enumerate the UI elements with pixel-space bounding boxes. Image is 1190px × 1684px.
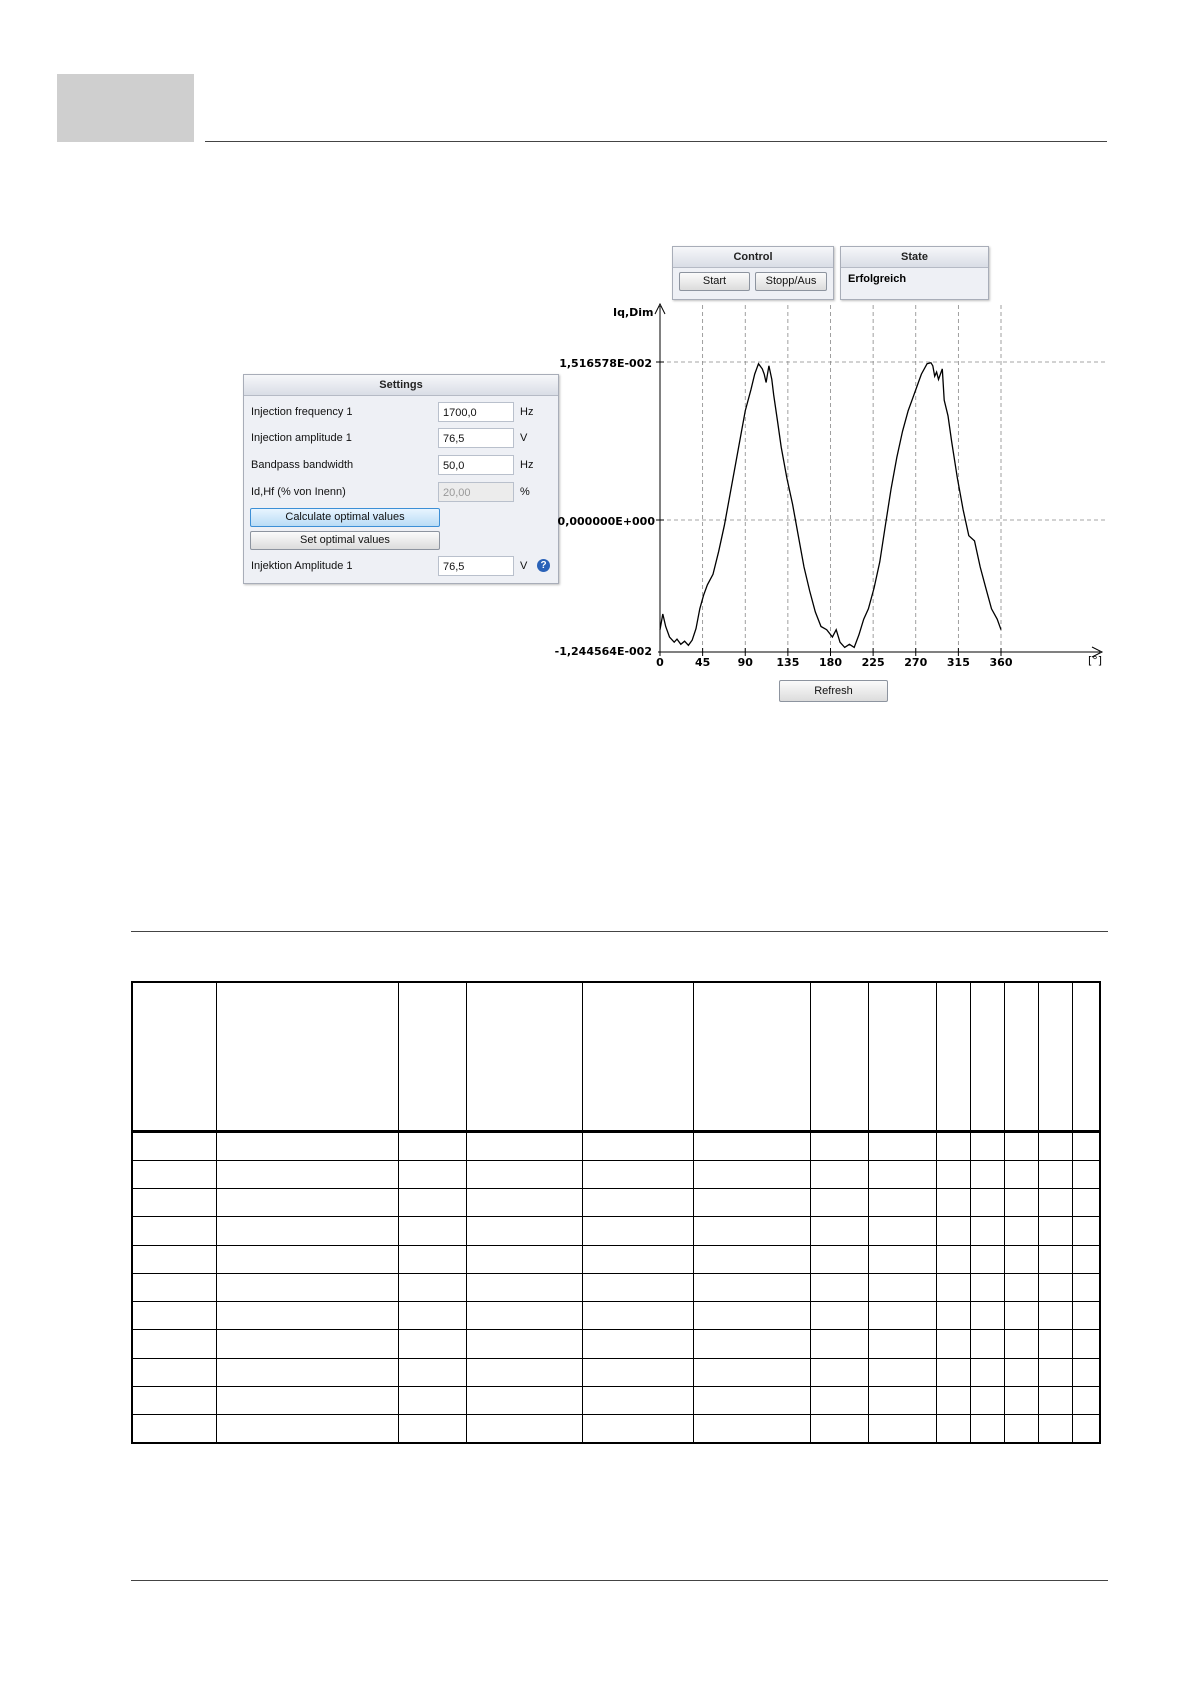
set-optimal-values-button[interactable]: Set optimal values	[250, 531, 440, 550]
table-cell	[868, 1217, 936, 1245]
table-cell	[810, 1415, 868, 1443]
table-cell	[810, 1386, 868, 1414]
table-cell	[1004, 1245, 1038, 1273]
id-hf-unit: %	[520, 486, 530, 498]
table-row	[132, 1386, 1100, 1414]
table-cell	[868, 982, 936, 1132]
injection-frequency-label: Injection frequency 1	[251, 406, 353, 418]
table-cell	[810, 1273, 868, 1301]
table-row	[132, 1132, 1100, 1160]
table-row	[132, 1415, 1100, 1443]
x-tick-label: 225	[861, 656, 885, 669]
table-cell	[1072, 1245, 1100, 1273]
table-cell	[1004, 1188, 1038, 1216]
table-cell	[868, 1330, 936, 1358]
table-cell	[936, 1245, 970, 1273]
table-cell	[1004, 1132, 1038, 1160]
table-cell	[1038, 1217, 1072, 1245]
table-cell	[970, 1330, 1004, 1358]
table-cell	[466, 1273, 582, 1301]
table-cell	[810, 1188, 868, 1216]
table-cell	[582, 1358, 693, 1386]
injektion-amplitude-input[interactable]: 76,5	[438, 556, 514, 576]
table-cell	[1004, 982, 1038, 1132]
table-cell	[936, 1358, 970, 1386]
table-cell	[693, 1273, 810, 1301]
table-cell	[693, 1330, 810, 1358]
x-tick-label: 0	[656, 656, 664, 669]
table-cell	[398, 1302, 466, 1330]
table-cell	[1072, 1415, 1100, 1443]
table-cell	[868, 1386, 936, 1414]
table-cell	[970, 982, 1004, 1132]
table-cell	[970, 1386, 1004, 1414]
table-cell	[1038, 982, 1072, 1132]
table-cell	[466, 1415, 582, 1443]
table-cell	[936, 982, 970, 1132]
table-cell	[936, 1160, 970, 1188]
table-cell	[582, 1188, 693, 1216]
injektion-amplitude-unit: V	[520, 560, 528, 572]
table-cell	[466, 1302, 582, 1330]
table-cell	[1072, 1358, 1100, 1386]
table-cell	[466, 1217, 582, 1245]
table-cell	[1072, 1188, 1100, 1216]
table-cell	[970, 1358, 1004, 1386]
table-cell	[693, 1188, 810, 1216]
table-cell	[398, 1358, 466, 1386]
table-cell	[693, 1245, 810, 1273]
table-cell	[582, 1302, 693, 1330]
table-cell	[970, 1160, 1004, 1188]
table-cell	[1038, 1132, 1072, 1160]
table-row	[132, 1273, 1100, 1301]
table-cell	[132, 1160, 216, 1188]
table-cell	[132, 1245, 216, 1273]
table-cell	[216, 982, 398, 1132]
table-row	[132, 1160, 1100, 1188]
table-cell	[693, 1217, 810, 1245]
table-cell	[216, 1273, 398, 1301]
table-cell	[1072, 1217, 1100, 1245]
table-cell	[1004, 1415, 1038, 1443]
table-cell	[132, 1273, 216, 1301]
x-axis-label: [°]	[1088, 654, 1103, 667]
table-cell	[1038, 1245, 1072, 1273]
control-title: Control	[673, 247, 833, 268]
table-cell	[970, 1302, 1004, 1330]
empty-data-table	[131, 981, 1101, 1444]
table-cell	[132, 1188, 216, 1216]
stop-button[interactable]: Stopp/Aus	[755, 272, 827, 291]
table-cell	[582, 1245, 693, 1273]
table-cell	[1072, 1302, 1100, 1330]
table-cell	[1038, 1386, 1072, 1414]
x-tick-label: 180	[819, 656, 842, 669]
x-tick-label: 360	[989, 656, 1013, 669]
chart-grid	[660, 305, 1105, 652]
table-cell	[398, 982, 466, 1132]
table-header-row	[132, 982, 1100, 1132]
table-cell	[216, 1132, 398, 1160]
table-cell	[868, 1245, 936, 1273]
table-cell	[970, 1217, 1004, 1245]
table-cell	[132, 1132, 216, 1160]
table-cell	[216, 1415, 398, 1443]
table-cell	[398, 1217, 466, 1245]
table-cell	[216, 1160, 398, 1188]
table-cell	[582, 1132, 693, 1160]
table-cell	[582, 1273, 693, 1301]
table-cell	[868, 1358, 936, 1386]
x-tick-label: 270	[904, 656, 928, 669]
table-cell	[398, 1330, 466, 1358]
table-cell	[132, 1358, 216, 1386]
table-cell	[466, 982, 582, 1132]
x-tick-label: 315	[946, 656, 970, 669]
table-cell	[1072, 982, 1100, 1132]
table-cell	[1072, 1386, 1100, 1414]
table-cell	[582, 1386, 693, 1414]
table-cell	[810, 1217, 868, 1245]
injection-amplitude-input[interactable]: 76,5	[438, 428, 514, 448]
injection-frequency-input[interactable]: 1700,0	[438, 402, 514, 422]
table-cell	[868, 1132, 936, 1160]
table-cell	[132, 1386, 216, 1414]
table-cell	[810, 1358, 868, 1386]
table-cell	[1004, 1217, 1038, 1245]
table-cell	[216, 1330, 398, 1358]
table-cell	[1038, 1415, 1072, 1443]
section-rule	[131, 931, 1108, 932]
table-cell	[693, 1358, 810, 1386]
table-cell	[582, 1415, 693, 1443]
table-row	[132, 1330, 1100, 1358]
table-cell	[216, 1217, 398, 1245]
table-cell	[868, 1160, 936, 1188]
table-cell	[1038, 1273, 1072, 1301]
x-tick-label: 90	[737, 656, 753, 669]
table-cell	[132, 1330, 216, 1358]
y-axis-label: Iq,Dim	[613, 306, 654, 319]
table-row	[132, 1358, 1100, 1386]
table-cell	[1038, 1358, 1072, 1386]
table-cell	[1004, 1160, 1038, 1188]
table-cell	[868, 1188, 936, 1216]
iq-chart	[0, 0, 1190, 720]
table-cell	[1072, 1273, 1100, 1301]
table-cell	[868, 1273, 936, 1301]
table-cell	[970, 1415, 1004, 1443]
table-cell	[1072, 1132, 1100, 1160]
start-button[interactable]: Start	[679, 272, 750, 291]
table-cell	[216, 1188, 398, 1216]
table-cell	[936, 1273, 970, 1301]
table-row	[132, 1188, 1100, 1216]
table-cell	[582, 982, 693, 1132]
table-cell	[810, 1302, 868, 1330]
state-value: Erfolgreich	[848, 273, 907, 285]
table-cell	[466, 1160, 582, 1188]
table-cell	[1038, 1302, 1072, 1330]
table-cell	[466, 1245, 582, 1273]
table-cell	[936, 1415, 970, 1443]
table-cell	[582, 1160, 693, 1188]
table-cell	[216, 1245, 398, 1273]
x-tick-label: 45	[694, 656, 711, 669]
table-cell	[398, 1273, 466, 1301]
table-cell	[1004, 1358, 1038, 1386]
table-cell	[693, 1132, 810, 1160]
table-row	[132, 1245, 1100, 1273]
table-cell	[1004, 1330, 1038, 1358]
table-cell	[936, 1330, 970, 1358]
table-cell	[810, 1330, 868, 1358]
table-cell	[810, 982, 868, 1132]
table-cell	[132, 1415, 216, 1443]
injektion-amplitude-label: Injektion Amplitude 1	[251, 560, 353, 572]
table-cell	[970, 1273, 1004, 1301]
table-cell	[466, 1358, 582, 1386]
id-hf-label: Id,Hf (% von Inenn)	[251, 486, 346, 498]
table-row	[132, 1302, 1100, 1330]
table-cell	[216, 1302, 398, 1330]
table-cell	[936, 1217, 970, 1245]
id-hf-input: 20,00	[438, 482, 514, 502]
table-cell	[398, 1188, 466, 1216]
table-cell	[936, 1302, 970, 1330]
table-cell	[693, 1415, 810, 1443]
state-title: State	[841, 247, 988, 268]
table-cell	[868, 1302, 936, 1330]
table-cell	[398, 1160, 466, 1188]
y-tick-label-max: 1,516578E-002	[559, 357, 652, 370]
injection-frequency-unit: Hz	[520, 406, 534, 418]
x-tick-label: 135	[776, 656, 800, 669]
table-cell	[398, 1132, 466, 1160]
table-cell	[693, 1386, 810, 1414]
table-cell	[693, 982, 810, 1132]
bandpass-bandwidth-input[interactable]: 50,0	[438, 455, 514, 475]
table-cell	[810, 1160, 868, 1188]
table-cell	[810, 1132, 868, 1160]
table-cell	[1072, 1330, 1100, 1358]
table-cell	[693, 1302, 810, 1330]
table-cell	[970, 1188, 1004, 1216]
table-cell	[936, 1386, 970, 1414]
y-tick-label-zero: 0,000000E+000	[557, 515, 655, 528]
table-cell	[466, 1132, 582, 1160]
table-cell	[132, 1217, 216, 1245]
table-cell	[868, 1415, 936, 1443]
table-cell	[1004, 1302, 1038, 1330]
y-tick-label-min: -1,244564E-002	[554, 645, 652, 658]
table-cell	[1038, 1188, 1072, 1216]
table-cell	[132, 1302, 216, 1330]
table-cell	[582, 1217, 693, 1245]
table-cell	[132, 982, 216, 1132]
table-cell	[970, 1245, 1004, 1273]
table-cell	[936, 1132, 970, 1160]
table-cell	[1038, 1330, 1072, 1358]
bandpass-bandwidth-label: Bandpass bandwidth	[251, 459, 354, 471]
table-cell	[1038, 1160, 1072, 1188]
injection-amplitude-label: Injection amplitude 1	[251, 432, 352, 444]
table-cell	[398, 1245, 466, 1273]
table-cell	[466, 1386, 582, 1414]
footer-rule	[131, 1580, 1108, 1581]
table-cell	[216, 1358, 398, 1386]
table-cell	[466, 1188, 582, 1216]
table-cell	[216, 1386, 398, 1414]
table-cell	[582, 1330, 693, 1358]
table-cell	[970, 1132, 1004, 1160]
help-icon[interactable]: ?	[537, 559, 550, 572]
table-cell	[398, 1415, 466, 1443]
settings-title: Settings	[244, 375, 558, 396]
table-cell	[936, 1188, 970, 1216]
calculate-optimal-values-button[interactable]: Calculate optimal values	[250, 508, 440, 527]
injection-amplitude-unit: V	[520, 432, 528, 444]
table-cell	[398, 1386, 466, 1414]
table-cell	[1004, 1273, 1038, 1301]
table-cell	[466, 1330, 582, 1358]
refresh-button[interactable]: Refresh	[779, 680, 888, 702]
table-row	[132, 1217, 1100, 1245]
table-cell	[1072, 1160, 1100, 1188]
table-cell	[693, 1160, 810, 1188]
bandpass-bandwidth-unit: Hz	[520, 459, 534, 471]
table-cell	[1004, 1386, 1038, 1414]
table-cell	[810, 1245, 868, 1273]
